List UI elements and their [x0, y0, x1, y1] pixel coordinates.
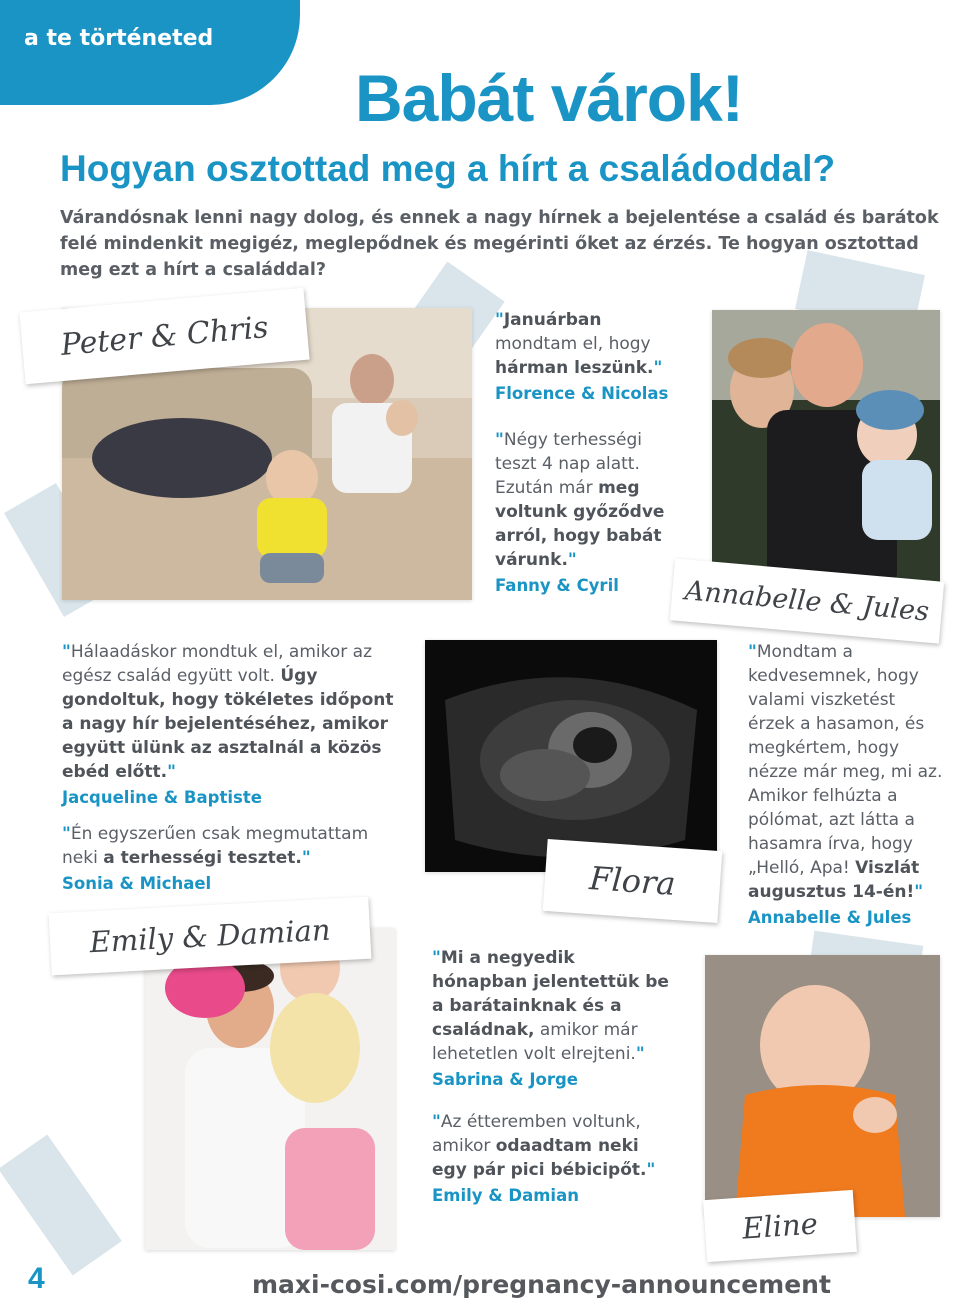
quote-emphasis: a terhességi tesztet.: [103, 848, 302, 868]
quote-author: Emily & Damian: [432, 1186, 579, 1205]
family-piggyback-image: [145, 928, 395, 1250]
quote-author: Jacqueline & Baptiste: [62, 788, 262, 807]
quote-text: Én egyszerűen csak megmutattam neki: [62, 824, 369, 868]
quote-text: Az étteremben voltunk, amikor: [432, 1112, 641, 1156]
label-flora: Flora: [543, 839, 723, 923]
quote-emphasis: Úgy gondoltuk, hogy tökéletes időpont a nagy hír bejelentéséhez, amikor együtt ülünk az asztalnál a közös ebéd előtt.: [62, 666, 394, 782]
quote-fanny-cyril: "Négy terhességi teszt 4 nap alatt. Ezután már meg voltunk győződve arról, hogy babát várunk." Fanny & Cyril: [495, 428, 685, 598]
quote-emphasis: meg voltunk győződve arról, hogy babát várunk.: [495, 478, 665, 570]
quote-text: mondtam el, hogy: [495, 334, 651, 354]
page-subtitle: Hogyan osztottad meg a hírt a családoddal?: [60, 148, 836, 189]
quote-annabelle-jules: "Mondtam a kedvesemnek, hogy valami viszketést érzek a hasamon, és megkértem, hogy nézze már meg, mi az. Amikor felhúzta a pólómat, azt látta a hasamra írva, hogy „Helló, Apa! Viszlát augusztus 14-én!" Annabelle & Jules: [748, 640, 943, 930]
baby-image: [705, 955, 940, 1217]
page-number: 4: [28, 1262, 45, 1295]
decorative-tape: [0, 1135, 122, 1276]
photo-emily-damian: [145, 928, 395, 1250]
quote-sabrina-jorge: "Mi a negyedik hónapban jelentettük be a barátainknak és a családnak, amikor már lehetetlen volt elrejteni." Sabrina & Jorge: [432, 946, 672, 1092]
photo-flora-ultrasound: [425, 640, 717, 872]
quote-emphasis: Mi a negyedik hónapban jelentettük be a barátainknak és a családnak,: [432, 948, 669, 1040]
quote-author: Sonia & Michael: [62, 874, 212, 893]
quote-text: Négy terhességi teszt 4 nap alatt. Ezután már: [495, 430, 643, 498]
quote-emphasis: Januárban: [503, 310, 602, 330]
section-tab: [0, 0, 300, 105]
label-peter-chris: Peter & Chris: [19, 288, 309, 385]
quote-sonia-michael: "Én egyszerűen csak megmutattam neki a terhességi tesztet." Sonia & Michael: [62, 822, 402, 896]
quote-text: amikor már lehetetlen volt elrejteni.: [432, 1020, 638, 1064]
intro-text: Várandósnak lenni nagy dolog, és ennek a nagy hírnek a bejelentése a család és barátok felé mindenkit megigéz, meglepődnek és megérinti őket az érzés. Te hogyan osztottad meg ezt a hírt a családdal?: [60, 208, 939, 280]
quote-emphasis: Viszlát augusztus 14-én!: [748, 858, 920, 902]
label-emily-damian: Emily & Damian: [49, 897, 372, 976]
section-tab-label: a te történeted: [24, 26, 214, 51]
quote-text: Mondtam a kedvesemnek, hogy valami viszketést érzek a hasamon, és megkértem, hogy nézze már meg, mi az. Amikor felhúzta a pólómat, azt látta a hasamra írva, hogy „Helló, Apa!: [748, 642, 943, 878]
quote-emphasis: hárman leszünk.: [495, 358, 654, 378]
ultrasound-image: [425, 640, 717, 872]
couple-with-baby-image: [712, 310, 940, 592]
label-eline: Eline: [703, 1190, 857, 1262]
page-title: Babát várok!: [355, 61, 743, 135]
quote-jacqueline-baptiste: "Hálaadáskor mondtuk el, amikor az egész család együtt volt. Úgy gondoltuk, hogy tökéletes időpont a nagy hír bejelentéséhez, amikor együtt ülünk az asztalnál a közös ebéd előtt." Jacqueline & Baptiste: [62, 640, 402, 810]
quote-author: Annabelle & Jules: [748, 908, 912, 927]
quote-text: Hálaadáskor mondtuk el, amikor az egész család együtt volt.: [62, 642, 372, 686]
quote-author: Sabrina & Jorge: [432, 1070, 578, 1089]
quote-florence-nicolas: "Januárban mondtam el, hogy hárman leszünk." Florence & Nicolas: [495, 308, 695, 406]
quote-emily-damian: "Az étteremben voltunk, amikor odaadtam neki egy pár pici bébicipőt." Emily & Damian: [432, 1110, 672, 1208]
photo-eline-baby: [705, 955, 940, 1217]
quote-emphasis: odaadtam neki egy pár pici bébicipőt.: [432, 1136, 647, 1180]
quote-author: Florence & Nicolas: [495, 384, 669, 403]
quote-author: Fanny & Cyril: [495, 576, 619, 595]
label-annabelle-jules: Annabelle & Jules: [670, 558, 944, 643]
photo-annabelle-jules: [712, 310, 940, 592]
footer-url[interactable]: maxi-cosi.com/pregnancy-announcement: [252, 1270, 831, 1299]
